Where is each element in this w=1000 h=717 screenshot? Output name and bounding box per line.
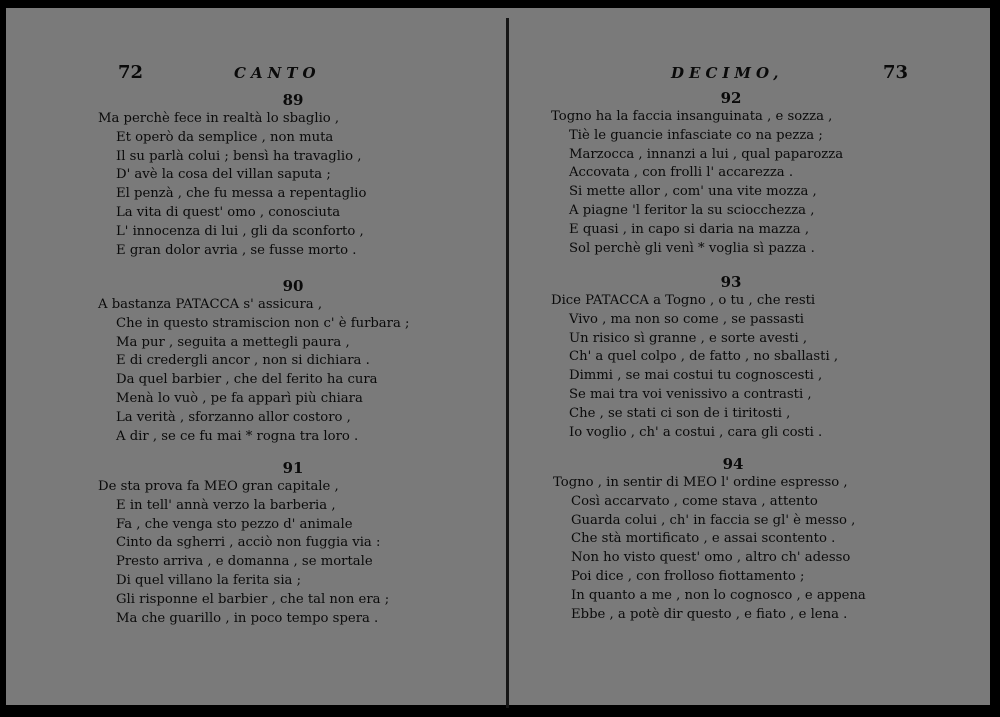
verse-line: Di quel villano la ferita sia ; <box>116 572 302 588</box>
verse-line: Io voglio , ch' a costui , cara gli costi . <box>569 424 823 440</box>
stanza-94 <box>553 454 913 624</box>
verse-line: A dir , se ce fu mai * rogna tra loro . <box>116 428 359 444</box>
verse-line: E di credergli ancor , non si dichiara . <box>116 353 370 369</box>
verse-line: Togno , in sentir di MEO l' ordine espresso , <box>553 475 848 490</box>
verse-line: Togno ha la faccia insanguinata , e sozza , <box>551 109 833 124</box>
verse-line: Che stà mortificato , e assai scontento . <box>571 531 836 547</box>
verse-line: Gli risponne el barbier , che tal non era ; <box>116 591 390 607</box>
verse-line: Che in questo stramiscion non c' è furbara ; <box>116 315 410 331</box>
verse-line: E gran dolor avria , se fusse morto . <box>116 242 357 258</box>
stanza-91 <box>98 458 488 628</box>
book-spread <box>6 8 990 705</box>
verse-line: Così accarvato , come stava , attento <box>571 493 818 509</box>
stanza-93 <box>551 272 911 442</box>
verse-line: Accovata , con frolli l' accarezza . <box>569 165 794 181</box>
page-number-right: 73 <box>883 62 909 83</box>
verse-line: Tiè le guancie infasciate co na pezza ; <box>569 127 823 143</box>
verse-line: E quasi , in capo si daria na mazza , <box>569 221 810 237</box>
verse-line: Ma che guarillo , in poco tempo spera . <box>116 610 379 626</box>
stanza-90 <box>98 276 488 446</box>
stanza-number: 89 <box>282 91 304 109</box>
verse-line: D' avè la cosa del villan saputa ; <box>116 167 331 183</box>
verse-line: El penzà , che fu messa a repentaglio <box>116 186 367 202</box>
verse-line: A piagne 'l feritor la su sciocchezza , <box>569 202 815 218</box>
verse-line: Cinto da sgherri , acciò non fuggia via : <box>116 535 381 551</box>
verse-line: Marzocca , innanzi a lui , qual paparozza <box>569 146 844 162</box>
verse-line: Il su parlà colui ; bensì ha travaglio , <box>116 148 362 164</box>
verse-line: Se mai tra voi venissivo a contrasti , <box>569 386 812 402</box>
right-page <box>511 8 990 705</box>
verse-line: Ma perchè fece in realtà lo sbaglio , <box>98 111 340 126</box>
verse-line: Che , se stati ci son de i tiritosti , <box>569 405 791 421</box>
verse-line: Poi dice , con frolloso fiottamento ; <box>571 568 805 584</box>
verse-line: Sol perchè gli venì * voglia sì pazza . <box>569 240 815 256</box>
stanza-number: 94 <box>722 455 744 473</box>
verse-line: Guarda colui , ch' in faccia se gl' è messo , <box>571 512 856 528</box>
verse-line: Ebbe , a potè dir questo , e fiato , e lena . <box>571 606 848 622</box>
left-page <box>6 8 501 705</box>
verse-line: Dice PATACCA a Togno , o tu , che resti <box>551 293 816 308</box>
stanza-number: 93 <box>720 273 742 291</box>
verse-line: La verità , sforzanno allor costoro , <box>116 409 351 425</box>
book-gutter <box>506 18 509 708</box>
stanza-89 <box>98 90 488 260</box>
verse-line: Si mette allor , com' una vite mozza , <box>569 184 817 200</box>
verse-line: Da quel barbier , che del ferito ha cura <box>116 372 378 388</box>
verse-line: Et operò da semplice , non muta <box>116 129 334 145</box>
running-header-left: CANTO <box>234 64 321 82</box>
stanza-number: 92 <box>720 89 742 107</box>
verse-line: La vita di quest' omo , conosciuta <box>116 204 341 220</box>
verse-line: Fa , che venga sto pezzo d' animale <box>116 516 353 532</box>
verse-line: Non ho visto quest' omo , altro ch' adesso <box>571 550 851 566</box>
verse-line: In quanto a me , non lo cognosco , e appena <box>571 587 866 603</box>
running-header-right: DECIMO, <box>671 64 784 82</box>
verse-line: A bastanza PATACCA s' assicura , <box>98 297 323 312</box>
stanza-92 <box>551 88 911 258</box>
verse-line: Dimmi , se mai costui tu cognoscesti , <box>569 368 823 384</box>
verse-line: Ma pur , seguita a mettegli paura , <box>116 334 350 350</box>
verse-line: Presto arriva , e domanna , se mortale <box>116 554 373 570</box>
verse-line: De sta prova fa MEO gran capitale , <box>98 479 339 494</box>
verse-line: Menà lo vuò , pe fa apparì più chiara <box>116 390 363 406</box>
page-number-left: 72 <box>118 62 144 83</box>
verse-line: L' innocenza di lui , gli da sconforto , <box>116 223 364 239</box>
verse-line: Ch' a quel colpo , de fatto , no sballasti , <box>569 349 839 365</box>
verse-line: Vivo , ma non so come , se passasti <box>569 311 805 327</box>
verse-line: E in tell' annà verzo la barberia , <box>116 497 336 513</box>
verse-line: Un risico sì granne , e sorte avesti , <box>569 330 808 346</box>
stanza-number: 91 <box>282 459 304 477</box>
stanza-number: 90 <box>282 277 304 295</box>
